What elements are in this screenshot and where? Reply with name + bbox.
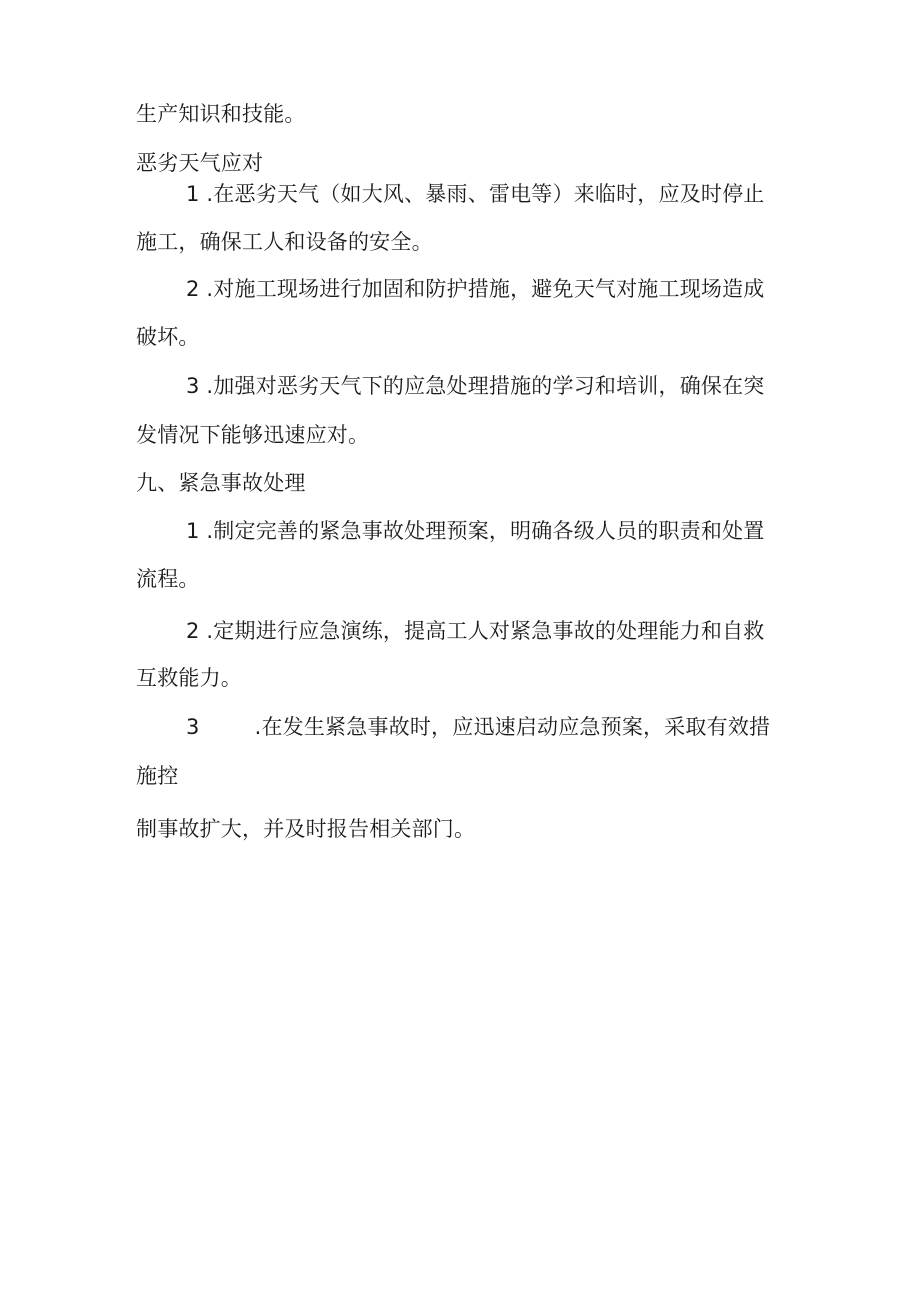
paragraph-line: 互救能力。 <box>136 666 242 690</box>
list-item-line: 1 .在恶劣天气（如大风、暴雨、雷电等）来临时，应及时停止 <box>186 182 765 206</box>
paragraph-line: 施控 <box>136 764 179 788</box>
section-heading-emergency: 九、紧急事故处理 <box>136 471 306 495</box>
paragraph-line: 生产知识和技能。 <box>136 102 306 126</box>
list-item-line: 3 .在发生紧急事故时，应迅速启动应急预案，采取有效措 <box>186 715 771 739</box>
section-heading-bad-weather: 恶劣天气应对 <box>136 151 264 175</box>
list-item-line: 2 .对施工现场进行加固和防护措施，避免天气对施工现场造成 <box>186 277 765 301</box>
list-item-line: 2 .定期进行应急演练，提高工人对紧急事故的处理能力和自救 <box>186 619 765 643</box>
list-item-line: 3 .加强对恶劣天气下的应急处理措施的学习和培训，确保在突 <box>186 374 765 398</box>
paragraph-line: 流程。 <box>136 567 200 591</box>
paragraph-line: 破坏。 <box>136 325 200 349</box>
paragraph-line: 施工，确保工人和设备的安全。 <box>136 230 433 254</box>
paragraph-line: 制事故扩大，并及时报告相关部门。 <box>136 817 476 841</box>
list-item-line: 1 .制定完善的紧急事故处理预案，明确各级人员的职责和处置 <box>186 519 765 543</box>
paragraph-line: 发情况下能够迅速应对。 <box>136 423 370 447</box>
